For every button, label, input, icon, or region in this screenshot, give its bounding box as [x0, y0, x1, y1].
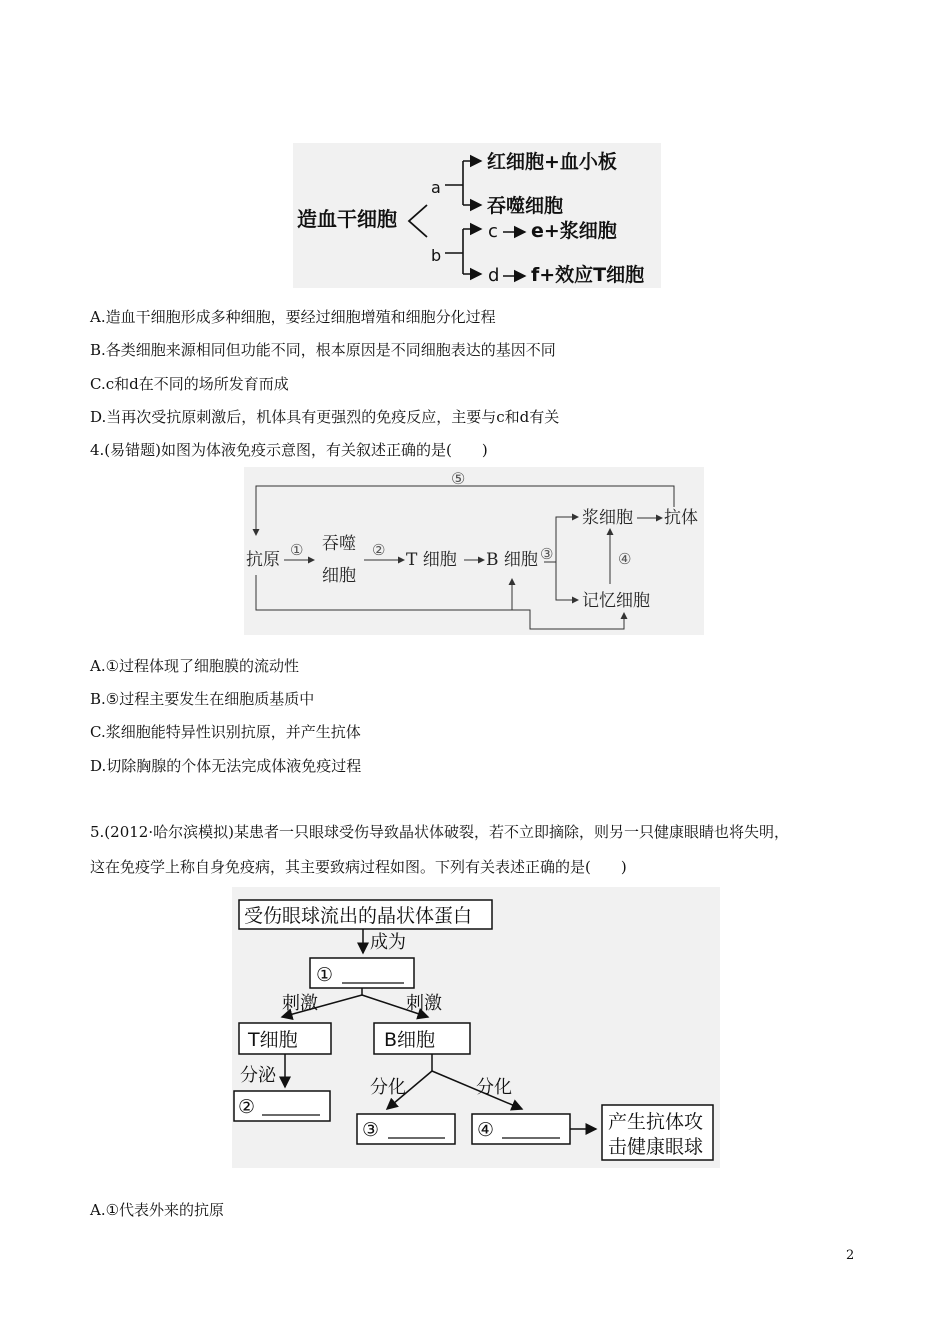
- circle-1: ①: [290, 541, 304, 559]
- blank-2-circle: ②: [238, 1096, 256, 1118]
- a-output-phagocyte: 吞噬细胞: [487, 195, 564, 217]
- antibody-label: 抗体: [664, 508, 698, 528]
- branch-a-label: a: [431, 178, 441, 197]
- final-box-line1: 产生抗体攻: [608, 1111, 704, 1133]
- stimulate-right-label: 刺激: [406, 993, 442, 1014]
- memory-cell-label: 记忆细胞: [582, 591, 650, 611]
- q5-stem-line1: 5.(2012·哈尔滨模拟)某患者一只眼球受伤导致晶状体破裂，若不立即摘除，则另一只健康眼睛也将失明，: [90, 823, 789, 841]
- b-cell-box-label: B细胞: [384, 1029, 436, 1051]
- q3-option-a: A.造血干细胞形成多种细胞，要经过细胞增殖和细胞分化过程: [90, 308, 496, 326]
- figure-autoimmune: [232, 887, 720, 1168]
- d-output: f+效应T细胞: [531, 264, 645, 286]
- antigen-label: 抗原: [246, 550, 280, 570]
- q5-option-a: A.①代表外来的抗原: [90, 1201, 225, 1219]
- q4-option-a: A.①过程体现了细胞膜的流动性: [90, 657, 300, 675]
- differentiate-left-label: 分化: [370, 1077, 406, 1098]
- d-label: d: [488, 265, 500, 286]
- q3-option-b: B.各类细胞来源相同但功能不同，根本原因是不同细胞表达的基因不同: [90, 341, 556, 359]
- q4-option-d: D.切除胸腺的个体无法完成体液免疫过程: [90, 757, 362, 775]
- q4-option-c: C.浆细胞能特异性识别抗原，并产生抗体: [90, 723, 361, 741]
- q3-option-d: D.当再次受抗原刺激后，机体具有更强烈的免疫反应，主要与c和d有关: [90, 408, 560, 426]
- secrete-label: 分泌: [240, 1065, 276, 1086]
- phagocyte-line2: 细胞: [322, 566, 356, 586]
- t-cell-box-label: T细胞: [248, 1029, 298, 1051]
- blank-3-circle: ③: [362, 1119, 380, 1141]
- circle-4: ④: [618, 550, 632, 568]
- root-label: 造血干细胞: [297, 207, 397, 231]
- c-output: e+浆细胞: [531, 220, 617, 242]
- q3-option-c: C.c和d在不同的场所发育而成: [90, 375, 289, 393]
- plasma-cell-label: 浆细胞: [582, 508, 633, 528]
- phagocyte-line1: 吞噬: [322, 534, 356, 554]
- become-label: 成为: [370, 932, 406, 953]
- t-cell-label: T 细胞: [406, 550, 457, 570]
- circle-5: ⑤: [451, 469, 466, 488]
- blank-4-circle: ④: [477, 1119, 495, 1141]
- a-output-rbc-platelet: 红细胞+血小板: [487, 151, 617, 173]
- top-box-label: 受伤眼球流出的晶状体蛋白: [244, 905, 473, 927]
- q4-option-b: B.⑤过程主要发生在细胞质基质中: [90, 690, 315, 708]
- branch-b-label: b: [431, 246, 442, 265]
- circle-2: ②: [372, 541, 386, 559]
- c-label: c: [488, 221, 498, 242]
- final-box-line2: 击健康眼球: [608, 1136, 704, 1158]
- q5-stem-line2: 这在免疫学上称自身免疫病，其主要致病过程如图。下列有关表述正确的是( ): [90, 858, 627, 876]
- circle-3: ③: [540, 545, 554, 563]
- b-cell-label: B 细胞: [486, 550, 538, 570]
- page-number: 2: [846, 1248, 855, 1263]
- stimulate-left-label: 刺激: [282, 993, 318, 1014]
- differentiate-right-label: 分化: [476, 1077, 512, 1098]
- figure-hematopoiesis: [293, 143, 661, 288]
- blank-1-circle: ①: [316, 964, 334, 986]
- figure-humoral-immunity: [244, 467, 704, 635]
- q4-stem: 4.(易错题)如图为体液免疫示意图，有关叙述正确的是( ): [90, 441, 488, 459]
